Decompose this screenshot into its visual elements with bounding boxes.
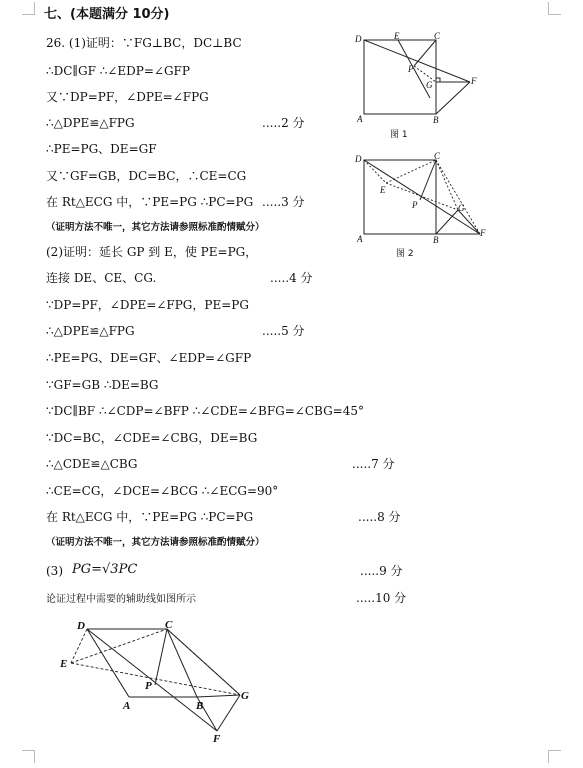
fig2-label-b: B [433, 235, 439, 245]
proof-line-12: ∴PE=PG、DE=GF、∠EDP=∠GFP [46, 351, 252, 365]
score-9: .....9 分 [360, 564, 403, 578]
figure-1-diagram [350, 30, 480, 126]
crop-mark-bottom-left [22, 750, 35, 763]
proof-line-15: ∵DC=BC，∠CDE=∠CBG，DE=BG [46, 431, 258, 445]
proof-line-7: 在 Rt△ECG 中，∵PE=PG ∴PC=PG [46, 195, 254, 209]
proof-line-13: ∵GF=GB ∴DE=BG [46, 378, 159, 392]
fig1-label-e: E [394, 31, 400, 41]
proof-line-1: 26. (1)证明：∵FG⊥BC，DC⊥BC [46, 36, 242, 50]
score-7: .....7 分 [352, 457, 395, 471]
proof-line-4: ∴△DPE≌△FPG [46, 116, 135, 130]
grading-note-1: （证明方法不唯一，其它方法请参照标准酌情赋分） [46, 222, 265, 233]
fig2-label-g: G [458, 203, 465, 213]
proof-line-8: (2)证明：延长 GP 到 E，使 PE=PG， [46, 245, 258, 259]
figure-2-caption: 图 2 [396, 249, 414, 259]
proof-line-5: ∴PE=PG、DE=GF [46, 142, 157, 156]
score-3: .....3 分 [262, 195, 305, 209]
fig1-label-b: B [433, 115, 439, 125]
score-10: .....10 分 [356, 591, 407, 605]
proof-line-16: ∴△CDE≌△CBG [46, 457, 138, 471]
aux-line-note: 论证过程中需要的辅助线如图所示 [46, 594, 196, 605]
fig2-label-d: D [355, 154, 362, 164]
fig3-label-p: P [145, 680, 152, 692]
fig2-label-f: F [480, 228, 486, 238]
score-2: .....2 分 [262, 116, 305, 130]
crop-mark-bottom-right [548, 750, 561, 763]
fig2-label-p: P [412, 200, 418, 210]
proof-line-11: ∴△DPE≌△FPG [46, 324, 135, 338]
fig3-label-d: D [77, 620, 85, 632]
score-8: .....8 分 [358, 510, 401, 524]
fig3-label-g: G [241, 690, 249, 702]
proof-line-17: ∴CE=CG，∠DCE=∠BCG ∴∠ECG=90° [46, 484, 279, 498]
fig2-label-e: E [380, 185, 386, 195]
figure-2-diagram [350, 150, 490, 246]
proof-line-2: ∴DC∥GF ∴∠EDP=∠GFP [46, 64, 190, 78]
fig3-label-a: A [123, 700, 131, 712]
figure-3-diagram [55, 615, 270, 745]
grading-note-2: （证明方法不唯一，其它方法请参照标准酌情赋分） [46, 537, 265, 548]
fig1-label-p: P [408, 64, 414, 74]
fig1-label-f: F [471, 76, 477, 86]
proof-line-18: 在 Rt△ECG 中，∵PE=PG ∴PC=PG [46, 510, 254, 524]
fig2-label-a: A [357, 234, 363, 244]
fig3-label-b: B [196, 700, 204, 712]
crop-mark-top-right [548, 2, 561, 15]
score-5: .....5 分 [262, 324, 305, 338]
part3-formula: PG=√3PC [72, 562, 138, 577]
score-4: .....4 分 [270, 271, 313, 285]
proof-line-10: ∵DP=PF，∠DPE=∠FPG，PE=PG [46, 298, 249, 312]
crop-mark-top-left [22, 2, 35, 15]
fig1-label-g: G [426, 80, 433, 90]
fig1-label-c: C [434, 31, 441, 41]
fig3-label-e: E [60, 658, 68, 670]
proof-line-9: 连接 DE、CE、CG. [46, 271, 157, 285]
proof-line-6: 又∵GF=GB，DC=BC，∴CE=CG [46, 169, 247, 183]
section-title: 七、(本题满分 10分) [44, 7, 170, 22]
proof-line-14: ∵DC∥BF ∴∠CDP=∠BFP ∴∠CDE=∠BFG=∠CBG=45° [46, 404, 364, 418]
part3-label: (3) [46, 564, 63, 578]
fig1-label-a: A [357, 114, 363, 124]
fig2-label-c: C [434, 151, 441, 161]
fig1-label-d: D [355, 34, 362, 44]
figure-1-caption: 图 1 [390, 130, 408, 140]
fig3-label-c: C [165, 619, 173, 631]
proof-line-3: 又∵DP=PF，∠DPE=∠FPG [46, 90, 209, 104]
fig3-label-f: F [213, 733, 221, 745]
